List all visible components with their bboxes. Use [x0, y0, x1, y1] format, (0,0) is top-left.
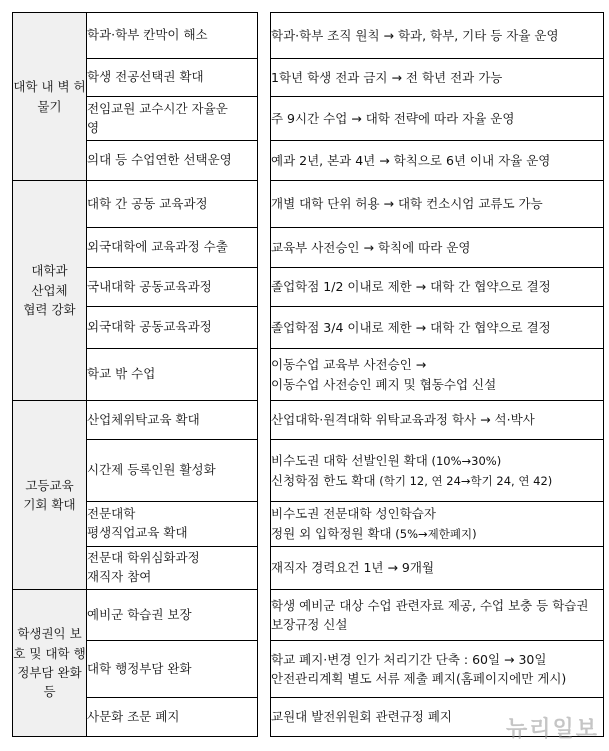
table-row	[271, 13, 604, 59]
description-line	[271, 410, 603, 429]
description-note: (학기 12, 연 24→학기 24, 연 42)	[375, 473, 553, 488]
description-cell	[271, 141, 604, 181]
table-row	[13, 401, 258, 440]
description-line	[271, 194, 603, 213]
description-cell	[271, 547, 604, 590]
description-note: (10%→30%)	[427, 453, 502, 468]
description-text: 졸업학점 3/4 이내로 제한 → 대학 간 협약으로 결정	[271, 319, 551, 335]
table-row	[13, 590, 258, 641]
description-cell	[271, 228, 604, 268]
description-text: 학생 예비군 대상 수업 관련자료 제공, 수업 보충 등 학습권	[271, 597, 589, 613]
table-row	[271, 440, 604, 502]
item-cell	[87, 698, 258, 737]
item-cell	[87, 307, 258, 349]
text-line: 물기	[37, 98, 62, 114]
description-cell	[271, 502, 604, 547]
description-cell	[271, 181, 604, 228]
description-text: 개별 대학 단위 허용 → 대학 컨소시엄 교류도 가능	[271, 196, 543, 212]
text-line: 등	[43, 684, 56, 700]
text-line: 대학과	[31, 263, 68, 279]
description-text: 이동수업 사전승인 폐지 및 협동수업 신설	[271, 376, 497, 392]
category-cell	[13, 590, 87, 737]
description-line	[271, 355, 603, 374]
description-line	[271, 504, 603, 523]
item-cell	[87, 401, 258, 440]
description-text: 산업대학·원격대학 위탁교육과정 학사 → 석·박사	[271, 412, 535, 428]
text-line: 의대 등 수업연한 선택운영	[87, 152, 232, 168]
table-row	[271, 141, 604, 181]
description-text: 예과 2년, 본과 4년 → 학칙으로 6년 이내 자율 운영	[271, 152, 551, 168]
item-cell	[87, 141, 258, 181]
category-item-table	[12, 12, 258, 737]
text-line: 기회 확대	[23, 497, 76, 512]
description-line	[271, 151, 603, 170]
text-line: 학생 전공선택권 확대	[87, 69, 204, 85]
description-cell	[271, 13, 604, 59]
text-line: 협력 강화	[23, 302, 76, 318]
item-cell	[87, 268, 258, 307]
description-text: 비수도권 전문대학 성인학습자	[271, 506, 436, 522]
table-row	[13, 181, 258, 228]
item-cell	[87, 641, 258, 698]
text-line: 고등교육	[25, 477, 74, 493]
description-text: 이동수업 교육부 사전승인 →	[271, 357, 427, 373]
description-text: 주 9시간 수업 → 대학 전략에 따라 자율 운영	[271, 110, 515, 126]
item-cell	[87, 502, 258, 547]
item-cell	[87, 13, 258, 59]
table-row	[271, 181, 604, 228]
description-line	[271, 451, 603, 471]
description-cell	[271, 641, 604, 698]
description-cell	[271, 97, 604, 141]
description-line	[271, 650, 603, 669]
text-line: 재직자 참여	[87, 569, 152, 584]
table-row	[271, 590, 604, 641]
description-text: 정원 외 입학정원 확대	[271, 525, 392, 541]
description-line	[271, 471, 603, 491]
text-line: 정부담 완화	[17, 665, 82, 680]
description-note: (5%→제한폐지)	[391, 526, 477, 541]
category-cell	[13, 401, 87, 590]
category-cell	[13, 13, 87, 181]
table-row	[271, 307, 604, 349]
item-cell	[87, 59, 258, 97]
text-line: 대학 간 공동 교육과정	[87, 195, 208, 211]
description-line	[271, 615, 603, 634]
description-line	[271, 596, 603, 615]
text-line: 시간제 등록인원 활성화	[87, 462, 216, 478]
description-cell	[271, 440, 604, 502]
description-text: 비수도권 대학 선발인원 확대	[271, 452, 428, 468]
table-row	[271, 502, 604, 547]
description-text: 졸업학점 1/2 이내로 제한 → 대학 간 협약으로 결정	[271, 279, 551, 295]
description-line	[271, 26, 603, 45]
table-row	[271, 547, 604, 590]
text-line: 전문대 학위심화과정	[87, 550, 200, 566]
description-line	[271, 524, 603, 544]
text-line: 국내대학 공동교육과정	[87, 278, 212, 294]
text-line: 외국대학에 교육과정 수출	[87, 239, 228, 255]
text-line: 대학 행정부담 완화	[87, 660, 192, 676]
text-line: 산업체	[31, 282, 68, 298]
table-row	[271, 641, 604, 698]
text-line: 전문대학	[87, 506, 136, 522]
table-row	[271, 401, 604, 440]
description-text: 보장규정 신설	[271, 617, 348, 632]
text-line: 대학 내 벽 허	[13, 79, 86, 95]
item-cell	[87, 440, 258, 502]
text-line: 전임교원 교수시간 자율운	[87, 100, 228, 116]
table-row	[271, 268, 604, 307]
description-line	[271, 669, 603, 688]
description-line	[271, 68, 603, 87]
text-line: 호 및 대학 행	[13, 645, 86, 661]
change-description-table	[270, 12, 604, 737]
item-cell	[87, 349, 258, 401]
description-cell	[271, 590, 604, 641]
description-text: 교육부 사전승인 → 학칙에 따라 운영	[271, 239, 471, 255]
table-row	[13, 13, 258, 59]
text-line: 학생권익 보	[17, 626, 82, 642]
description-line	[271, 238, 603, 257]
description-text: 신청학점 한도 확대	[271, 472, 376, 488]
description-cell	[271, 401, 604, 440]
text-line: 영	[87, 119, 100, 135]
item-cell	[87, 97, 258, 141]
text-line: 학과·학부 칸막이 해소	[87, 27, 208, 43]
category-cell	[13, 181, 87, 401]
description-text: 1학년 학생 전과 금지 → 전 학년 전과 가능	[271, 69, 503, 85]
description-text: 학교 폐지·변경 인가 처리기간 단축 : 60일 → 30일	[271, 651, 547, 667]
text-line: 예비군 학습권 보장	[87, 606, 192, 622]
description-line	[271, 375, 603, 394]
text-line: 학교 밖 수업	[87, 366, 156, 382]
description-cell	[271, 59, 604, 97]
description-text: 안전관리계획 별도 서류 제출 폐지(홈페이지에만 게시)	[271, 671, 567, 686]
description-line	[271, 109, 603, 128]
description-line	[271, 318, 603, 337]
description-text: 학과·학부 조직 원칙 → 학과, 학부, 기타 등 자율 운영	[271, 27, 559, 43]
text-line: 사문화 조문 폐지	[87, 708, 180, 724]
text-line: 외국대학 공동교육과정	[87, 319, 212, 335]
description-text: 교원대 발전위원회 관련규정 폐지	[271, 709, 452, 725]
description-cell	[271, 307, 604, 349]
description-cell	[271, 349, 604, 401]
table-row	[271, 349, 604, 401]
description-line	[271, 277, 603, 296]
text-line: 산업체위탁교육 확대	[87, 411, 200, 427]
watermark-logo: 뉴리일보	[505, 717, 599, 742]
item-cell	[87, 228, 258, 268]
table-row	[271, 97, 604, 141]
item-cell	[87, 590, 258, 641]
text-line: 평생직업교육 확대	[87, 525, 188, 540]
description-cell	[271, 268, 604, 307]
description-line	[271, 558, 603, 577]
table-row	[271, 59, 604, 97]
item-cell	[87, 181, 258, 228]
table-row	[271, 228, 604, 268]
description-text: 재직자 경력요건 1년 → 9개월	[271, 560, 435, 576]
item-cell	[87, 547, 258, 590]
